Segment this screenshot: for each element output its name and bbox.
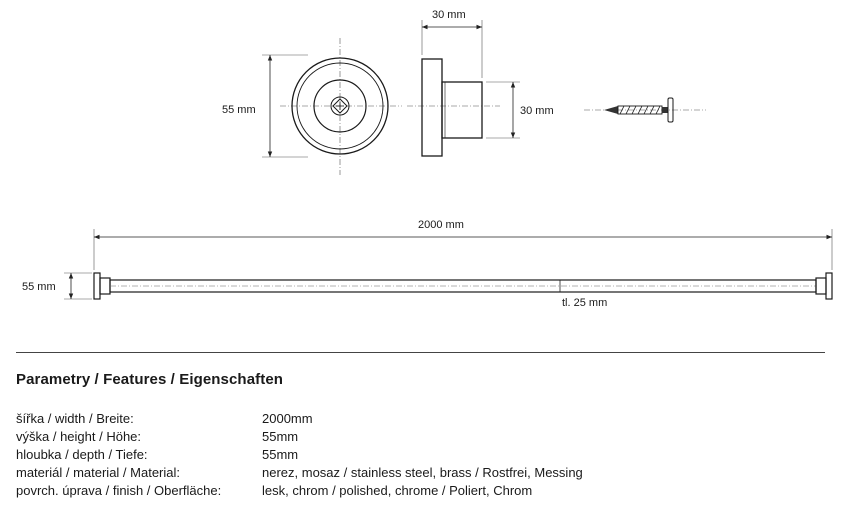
feature-row-height — [16, 428, 816, 446]
feature-value: 55mm — [262, 447, 299, 462]
features-title: Parametry / Features / Eigenschaften — [16, 371, 284, 388]
side-height-label: 30 mm — [520, 105, 554, 117]
features-table — [16, 410, 816, 500]
feature-label: hloubka / depth / Tiefe: — [16, 447, 148, 462]
feature-value: lesk, chrom / polished, chrome / Poliert, Chrom — [262, 483, 533, 498]
side-view — [407, 20, 520, 156]
rod-length-label: 2000 mm — [418, 219, 464, 231]
side-depth-label: 30 mm — [432, 9, 466, 21]
front-height-label: 55 mm — [222, 104, 256, 116]
feature-row-width — [16, 410, 816, 428]
feature-label: šířka / width / Breite: — [16, 411, 134, 426]
front-view — [262, 38, 402, 175]
feature-value: 55mm — [262, 429, 299, 444]
section-divider — [16, 352, 825, 353]
feature-label: povrch. úprava / finish / Oberfläche: — [16, 483, 222, 498]
feature-row-finish — [16, 482, 816, 500]
feature-label: výška / height / Höhe: — [16, 429, 142, 444]
rod-height-label: 55 mm — [22, 281, 56, 293]
rod-assembly — [64, 229, 832, 299]
feature-value: 2000mm — [262, 411, 313, 426]
feature-value: nerez, mosaz / stainless steel, brass / Rostfrei, Messing — [262, 465, 583, 480]
rod-thickness-label: tl. 25 mm — [562, 297, 608, 309]
screw-icon — [584, 98, 706, 122]
feature-label: materiál / material / Material: — [16, 465, 180, 480]
feature-row-depth — [16, 446, 816, 464]
feature-row-material — [16, 464, 816, 482]
